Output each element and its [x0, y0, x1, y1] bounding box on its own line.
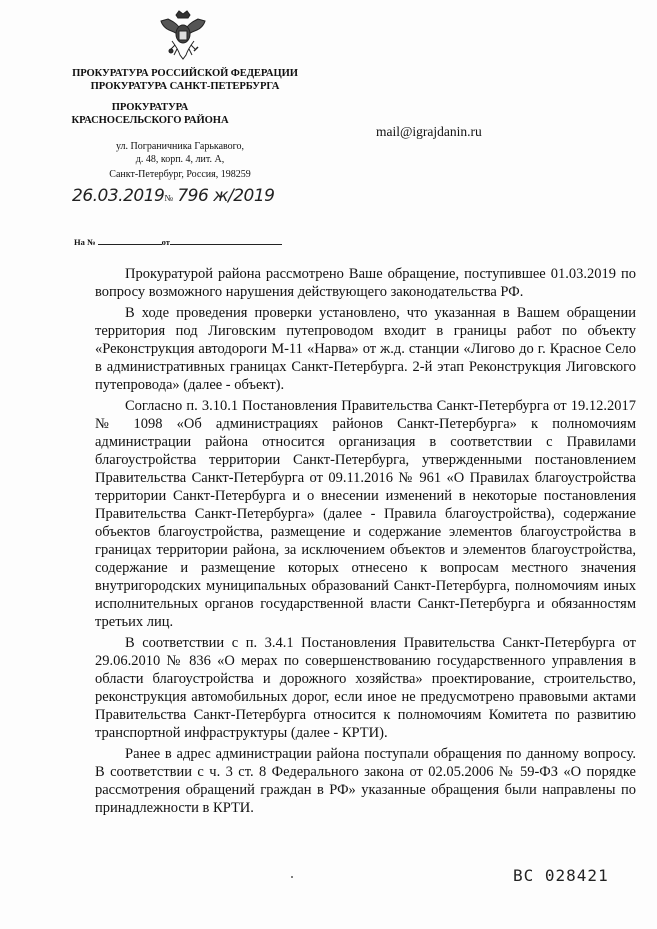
registration-date: 26.03.2019 [72, 186, 165, 206]
form-serial-number: ВС 028421 [513, 866, 609, 885]
reply-number-label: На № [74, 237, 96, 247]
org-name-line-1: ПРОКУРАТУРА РОССИЙСКОЙ ФЕДЕРАЦИИ [72, 68, 298, 79]
registration-number: 796 ж/2019 [177, 186, 275, 206]
reply-date-blank [170, 236, 282, 245]
number-sign: № [164, 193, 173, 203]
address-line-2: д. 48, корп. 4, лит. А, [135, 154, 225, 165]
reply-date-label: от [161, 237, 170, 247]
body-paragraph: Прокуратурой района рассмотрено Ваше обращение, поступившее 01.03.2019 по вопросу возможного нарушения действующего законодательства РФ. [95, 266, 636, 300]
registration-line [72, 186, 275, 206]
reply-to-line [74, 236, 282, 247]
body-paragraph: Согласно п. 3.10.1 Постановления Правительства Санкт-Петербурга от 19.12.2017 № 1098 «Об администрациях районов Санкт-Петербурга» к полномочиям администрации района относится организация в соответствии с Правилами благоустройства территории Санкт-Петербурга, утвержденными постановлением Правительства Санкт-Петербурга от 09.11.2016 № 961 «О Правилах благоустройства территории Санкт-Петербурга и о внесении изменений в некоторые постановления Правительства Санкт-Петербурга» (далее - Правила благоустройства), содержание объектов благоустройства, размещение и содержание элементов благоустройства в границах территории района, за исключением объектов и элементов благоустройства, содержание и размещение которых отнесено к вопросам местного значения внутригородских муниципальных образований Санкт-Петербурга, полномочиям иных исполнительных органов государственной власти Санкт-Петербурга и обязанностям третьих лиц. [95, 398, 636, 630]
coat-of-arms-icon [158, 9, 208, 65]
recipient-email: mail@igrajdanin.ru [376, 124, 482, 139]
body-paragraph: Ранее в адрес администрации района поступали обращения по данному вопросу. В соответствии с ч. 3 ст. 8 Федерального закона от 02.05.2006 № 59-ФЗ «О порядке рассмотрения обращений граждан в РФ» указанные обращения были направлены по принадлежности в КРТИ. [95, 746, 636, 816]
body-paragraph: В соответствии с п. 3.4.1 Постановления Правительства Санкт-Петербурга от 29.06.2010 № 836 «О мерах по совершенствованию государственного управления в области благоустройства и дорожного хозяйства» проектирование, строительство, реконструкция автомобильных дорог, если иное не предусмотрено правовыми актами Правительства Санкт-Петербурга относится к полномочиям Комитета по развитию транспортной инфраструктуры (далее - КРТИ). [95, 635, 636, 741]
dept-name-line-1: ПРОКУРАТУРА [111, 102, 189, 113]
address-line-3: Санкт-Петербург, Россия, 198259 [109, 169, 251, 180]
department-header [60, 102, 240, 127]
org-name-line-2: ПРОКУРАТУРА САНКТ-ПЕТЕРБУРГА [90, 80, 280, 92]
reply-number-blank [98, 236, 162, 245]
address-line-1: ул. Пограничника Гарькавого, [115, 141, 245, 152]
letter-body [95, 265, 636, 820]
body-paragraph: В ходе проведения проверки установлено, что указанная в Вашем обращении территория под Лиговским путепроводом входит в границы работ по объекту «Реконструкция автодороги М-11 «Нарва» от ж.д. станции «Лигово до г. Красное Село в административных границах Санкт-Петербурга. 2-й этап Реконструкция Лиговского путепровода» (далее - объект). [95, 305, 636, 393]
dept-name-line-2: КРАСНОСЕЛЬСКОГО РАЙОНА [71, 114, 229, 126]
organization-header [60, 68, 310, 93]
scan-speck [291, 876, 293, 878]
